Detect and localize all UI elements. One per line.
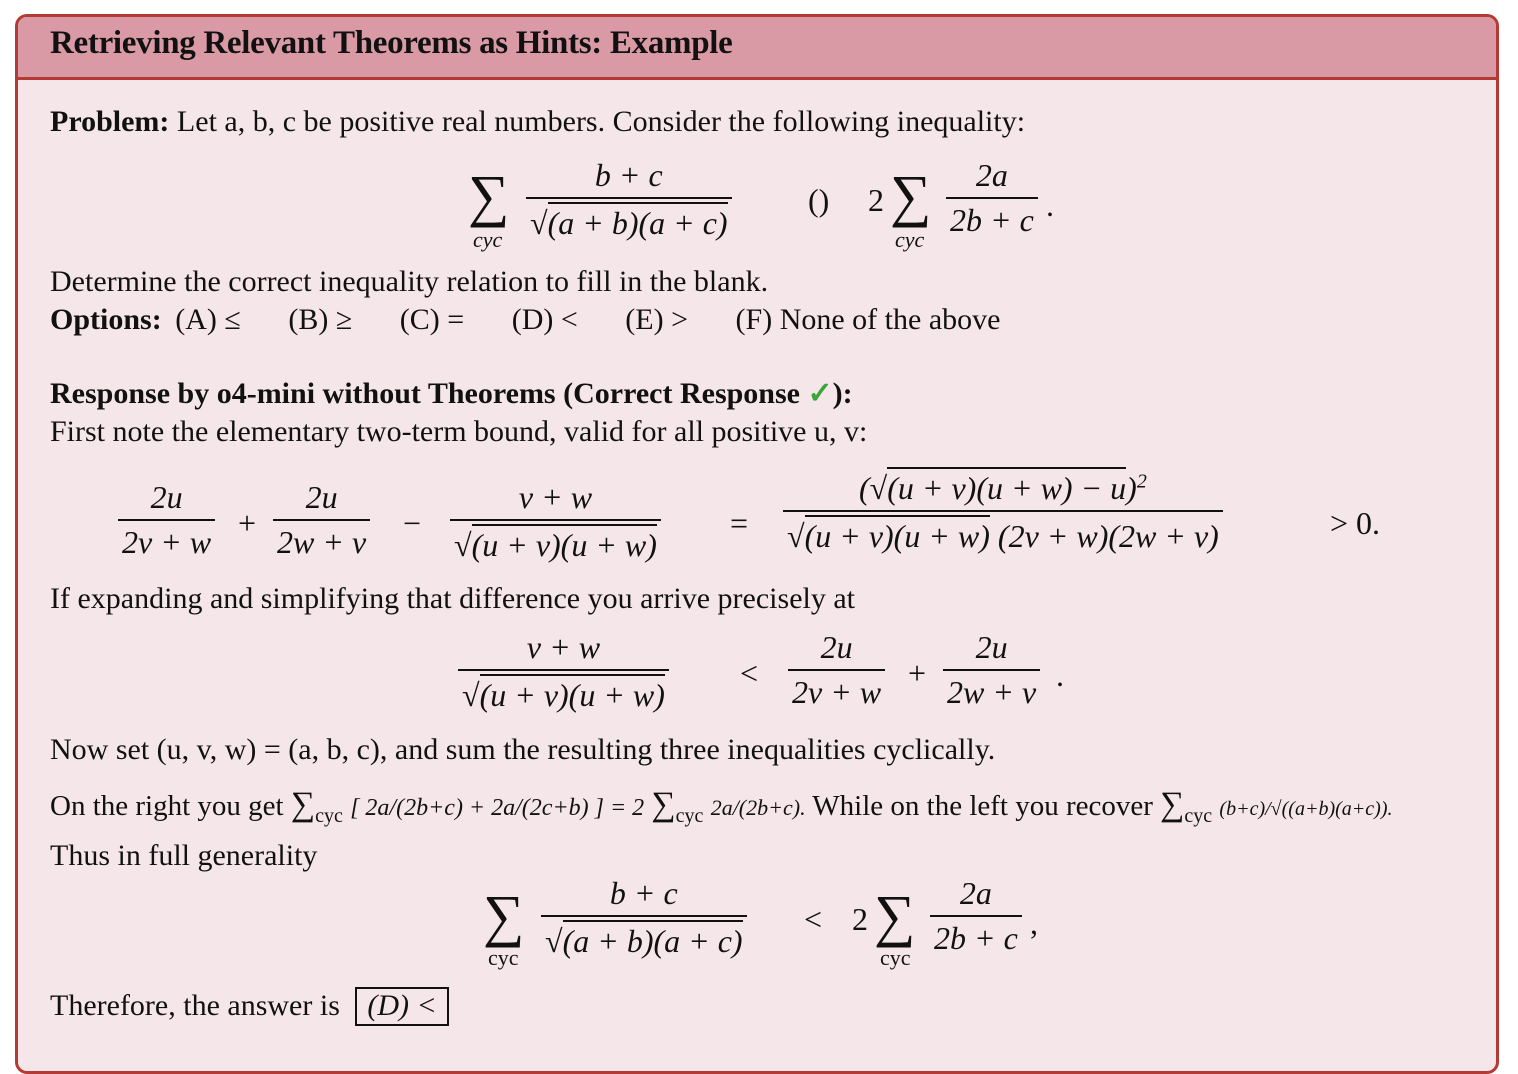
response-line-1: First note the elementary two-term bound, valid for all positive u, v:	[50, 415, 868, 448]
example-panel: Retrieving Relevant Theorems as Hints: Example Problem: Let a, b, c be positive real numbers. Consider the following inequality: ∑ cyc b + c √(a + b)(a + c) () 2 ∑ cyc 2a 2b + c . Determine the correct inequality relation to fill in the blank. Options: (A) ≤ (B) ≥ (C) = (D) < (E) > (F) None of the above Response by o4-mini without Theorems (Correct Response ✓): First note the elementary two-term bound, valid for all positive u, v: 2u 2v + w + 2u 2w + v − v + w √(u + v)(u + w) = $(√(u + v)(u + w) - u)^2$ √(u + v)(u + w) (2v + w)(2w + v) > 0. If expanding and simplifying that difference you arrive precisely at v + w √(u + v)(u + w) < 2u 2v + w + 2u 2w + v . Now set (u, v, w) = (a, b, c), and sum the resulting three inequalities cyclically. On the right you get $\sum_{cyc}$ [ 2a/(2b+c) + 2a/(2c+b) ] = 2 $\sum_{cyc}$ 2a/(2b+c). While on the left you recover $\sum_{cyc}$ (b+c)/√((a+b)(a+c)). Thus in full generality ∑ cyc b + c √(a + b)(a + c) < 2 ∑ cyc 2a 2b + c , Therefore, the answer is (D) <	[15, 14, 1499, 1074]
eq1-frac-4: $(√(u + v)(u + w) - u)^2$ √(u + v)(u + w) (2v + w)(2w + v)	[783, 467, 1223, 555]
eq1-frac-1: 2u 2v + w	[118, 479, 215, 561]
sum-symbol: ∑	[468, 163, 510, 228]
rhs-denominator: 2b + c	[950, 202, 1034, 238]
option-b: (B) ≥	[288, 303, 353, 336]
check-icon: ✓	[807, 377, 833, 410]
problem-label: Problem:	[50, 105, 170, 138]
instruction-line: Determine the correct inequality relation to fill in the blank.	[50, 265, 769, 298]
panel-header	[18, 17, 1496, 80]
lhs-fraction: b + c √(a + b)(a + c)	[526, 157, 732, 242]
rhs-fraction	[946, 157, 1038, 239]
problem-line	[50, 105, 1025, 140]
problem-statement: Let a, b, c be positive real numbers. Consider the following inequality:	[176, 105, 1026, 138]
sum-subscript-rhs: cyc	[895, 227, 925, 252]
lhs-denominator: (a + b)(a + c)	[548, 202, 728, 242]
options-line	[50, 303, 1000, 338]
option-e: (E) >	[625, 303, 689, 336]
conclusion-line: Therefore, the answer is (D) <	[50, 987, 449, 1026]
response-line-4: On the right you get $\sum_{cyc}$ [ 2a/(2b+c) + 2a/(2c+b) ] = 2 $\sum_{cyc}$ 2a/(2b+c). While on the left you recover $\sum_{cyc}$ (b+c)/√((a+b)(a+c)).	[50, 786, 1393, 827]
option-d: (D) <	[511, 303, 578, 336]
rhs-numerator: 2a	[975, 157, 1008, 193]
response-heading: Response by o4-mini without Theorems (Correct Response ✓):	[50, 377, 853, 410]
eq3-rhs-fraction: 2a 2b + c	[930, 875, 1022, 957]
sum-symbol-eq3: ∑	[483, 883, 525, 948]
sum-symbol-eq3-rhs: ∑	[874, 883, 916, 948]
answer-box: (D) <	[355, 987, 448, 1026]
response-line-5: Thus in full generality	[50, 839, 318, 872]
eq2-frac-3: 2u 2w + v	[943, 629, 1040, 711]
eq1-frac-3: v + w √(u + v)(u + w)	[450, 479, 661, 564]
eq2-frac-1: v + w √(u + v)(u + w)	[458, 629, 669, 714]
panel-title: Retrieving Relevant Theorems as Hints: Example	[50, 25, 733, 61]
lhs-numerator: b + c	[594, 157, 663, 193]
option-c: (C) =	[399, 303, 465, 336]
option-f: (F) None of the above	[735, 303, 1001, 336]
eq3-lhs-fraction: b + c √(a + b)(a + c)	[541, 875, 747, 960]
response-line-3: Now set (u, v, w) = (a, b, c), and sum the resulting three inequalities cyclically.	[50, 733, 996, 766]
eq1-frac-2: 2u 2w + v	[273, 479, 370, 561]
response-line-2: If expanding and simplifying that difference you arrive precisely at	[50, 582, 855, 615]
eq2-frac-2: 2u 2v + w	[788, 629, 885, 711]
period: .	[1046, 187, 1054, 223]
sum-symbol-rhs: ∑	[890, 163, 932, 228]
coefficient: 2	[868, 182, 884, 218]
sum-subscript: cyc	[473, 227, 503, 252]
options-label: Options:	[50, 303, 162, 336]
blank-relation: ()	[808, 182, 830, 218]
option-a: (A) ≤	[175, 303, 241, 336]
